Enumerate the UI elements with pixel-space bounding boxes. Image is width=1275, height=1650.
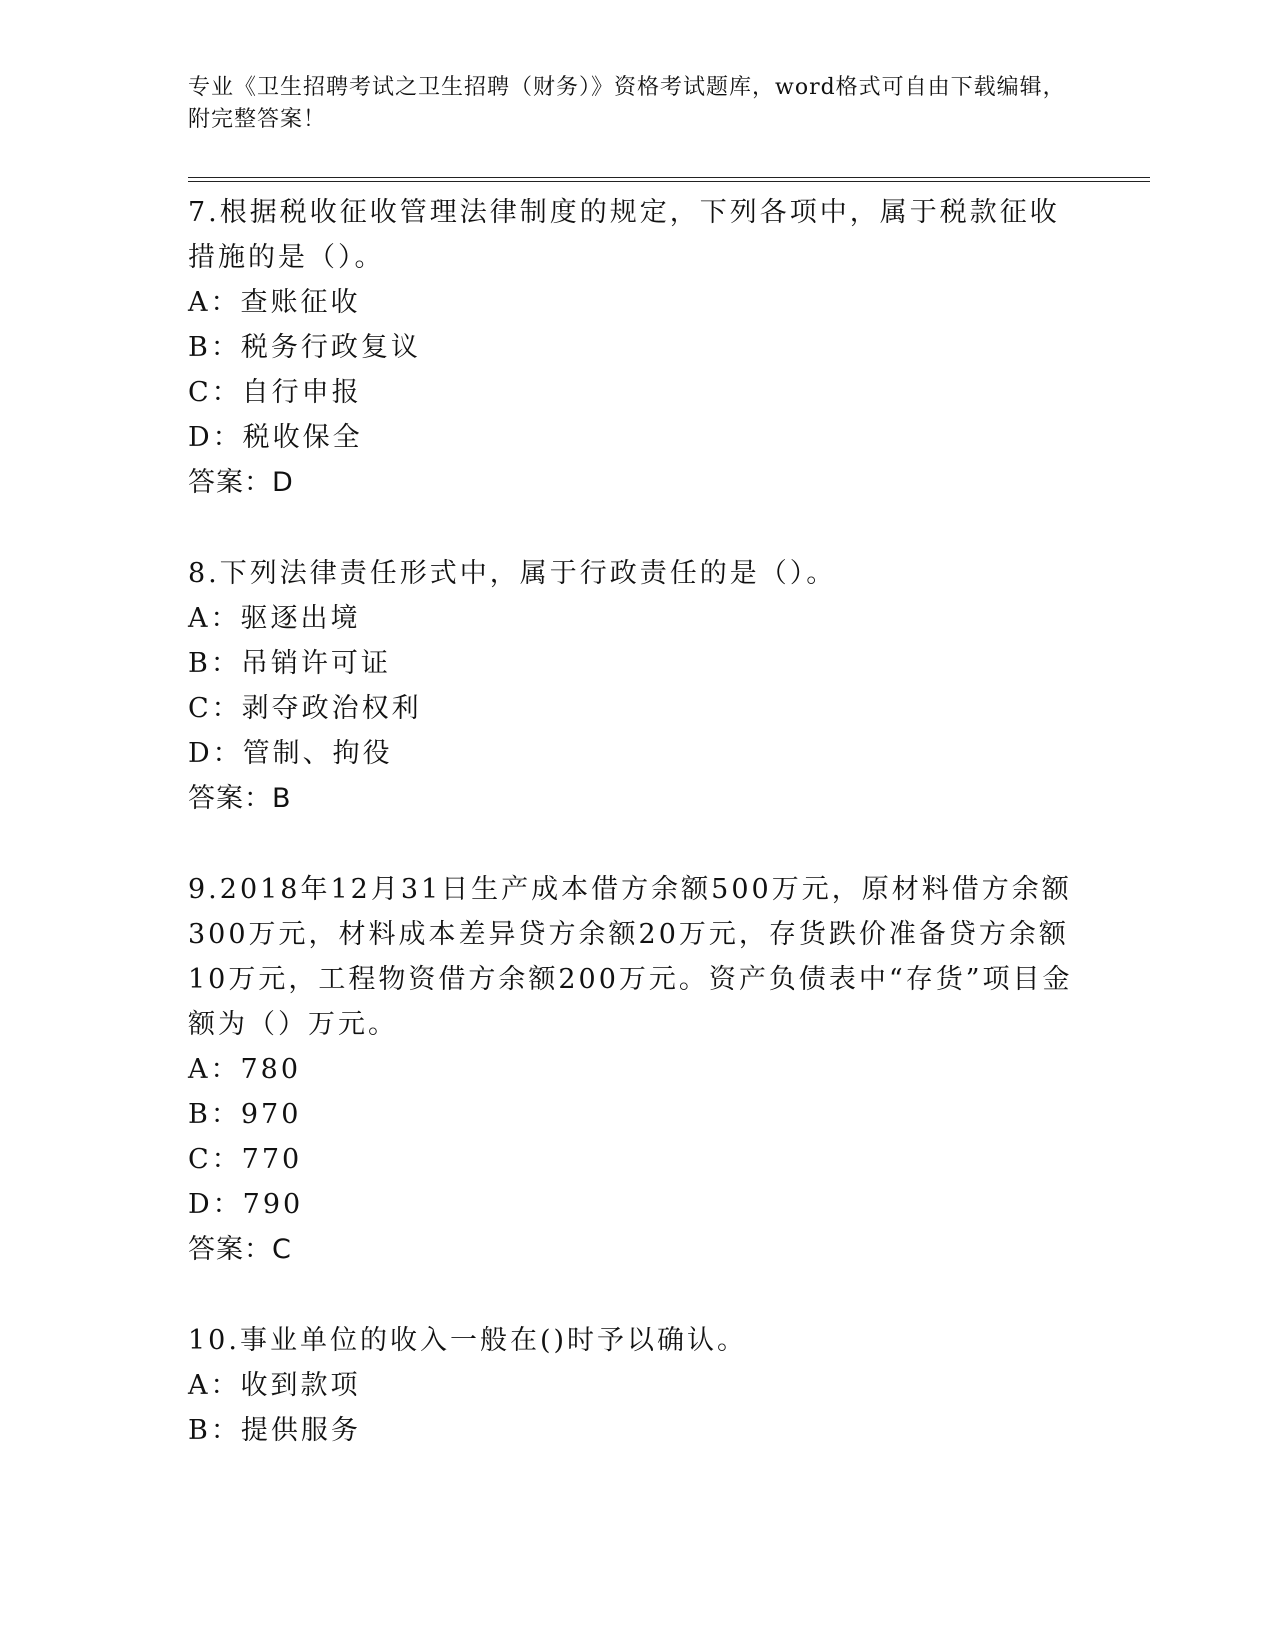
option-a: A：收到款项 [188,1370,361,1401]
document-header: 专业《卫生招聘考试之卫生招聘（财务）》资格考试题库，word格式可自由下载编辑，附完整答案！ [188,75,1066,132]
answer: 答案：C [188,1234,292,1265]
question-stem: 8.下列法律责任形式中，属于行政责任的是（）。 [188,558,837,589]
option-c: C：自行申报 [188,377,362,408]
option-d: D：税收保全 [188,422,363,453]
option-d: D：管制、拘役 [188,738,393,769]
option-c: C：剥夺政治权利 [188,693,422,724]
option-d: D：790 [188,1189,304,1220]
option-b: B：提供服务 [188,1415,361,1446]
header-divider [188,177,1150,182]
question-list [188,190,1078,1499]
question-7 [188,190,1078,505]
question-8 [188,551,1078,821]
answer: 答案：B [188,783,292,814]
option-c: C：770 [188,1144,303,1175]
question-stem: 9.2018年12月31日生产成本借方余额500万元，原材料借方余额300万元，材料成本差异贷方余额20万元，存货跌价准备贷方余额10万元，工程物资借方余额200万元。资产负债表中“存货”项目金额为（）万元。 [188,874,1073,1040]
answer: 答案：D [188,467,294,498]
option-a: A：驱逐出境 [188,603,361,634]
question-stem: 10.事业单位的收入一般在()时予以确认。 [188,1325,748,1356]
option-a: A：查账征收 [188,287,361,318]
option-b: B：税务行政复议 [188,332,421,363]
question-9 [188,867,1078,1272]
option-b: B：吊销许可证 [188,648,391,679]
option-b: B：970 [188,1099,302,1130]
question-10 [188,1318,1078,1453]
question-stem: 7.根据税收征收管理法律制度的规定，下列各项中，属于税款征收措施的是（）。 [188,197,1060,273]
option-a: A：780 [188,1054,302,1085]
